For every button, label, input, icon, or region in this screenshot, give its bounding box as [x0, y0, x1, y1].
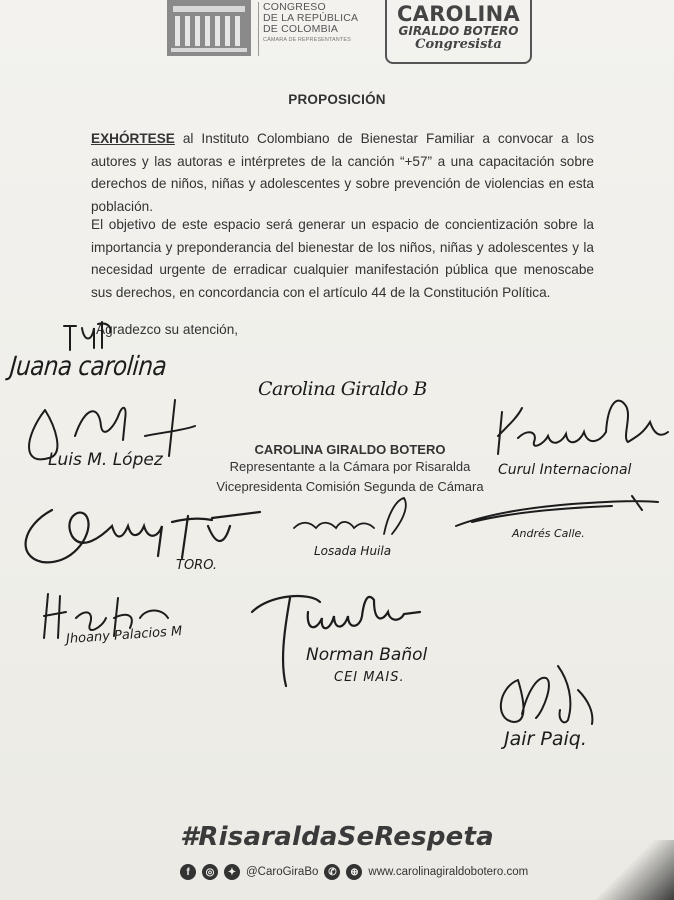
- website-text: www.carolinagiraldobotero.com: [368, 866, 529, 878]
- facebook-icon: f: [180, 864, 196, 880]
- twitter-icon: ✦: [224, 864, 240, 880]
- signature-lopez: Luis M. López: [48, 450, 163, 470]
- logo-divider: [258, 2, 259, 56]
- signature-carolina-giraldo: Carolina Giraldo B: [258, 378, 427, 400]
- signature-curul-internacional: Curul Internacional: [498, 462, 632, 478]
- photo-shadow: [554, 840, 674, 900]
- signature-juana-carolina: Juana carolina: [8, 352, 168, 382]
- congreso-subtitle: CÁMARA DE REPRESENTANTES: [263, 37, 351, 43]
- congreso-line: CONGRESO: [263, 1, 326, 13]
- congreso-logo: [165, 0, 375, 58]
- signature-cei-mais: CEI MAIS.: [334, 670, 405, 685]
- brand-name-line2: GIRALDO BOTERO: [398, 24, 519, 38]
- paragraph-objective: El objetivo de este espacio será generar un espacio de concientización sobre la importancia y preponderancia del bienestar de los niños, niñas y adolescentes y la necesidad urgente de erradicar cualquier manifestación pública que menoscabe sus derechos, en concordancia con el artículo 44 de la Constitución Política.: [91, 217, 594, 300]
- footer-contact: [180, 862, 528, 882]
- congreso-line: DE LA REPÚBLICA: [263, 12, 359, 24]
- signature-right-top-stroke: [488, 392, 672, 462]
- carolina-brand-logo: [385, 0, 532, 64]
- signature-toro: TORO.: [176, 558, 218, 573]
- capitol-icon: [165, 0, 253, 56]
- signer-role: Representante a la Cámara por Risaralda: [229, 459, 471, 474]
- paragraph-body: al Instituto Colombiano de Bienestar Familiar a convocar a los autores y las autoras e intérpretes de la canción “+57” a una capacitación sobre derechos de niños, niñas y adolescentes y sobre prevención de violencias en esta población.: [91, 131, 594, 214]
- congreso-line: DE COLOMBIA: [263, 23, 339, 35]
- signer-name: CAROLINA GIRALDO BOTERO: [254, 442, 446, 457]
- signature-losada-stroke: [292, 494, 416, 544]
- campaign-hashtag: #RisaraldaSeRespeta: [180, 822, 494, 852]
- brand-name-line1: CAROLINA: [396, 2, 521, 26]
- signer-commission: Vicepresidenta Comisión Segunda de Cámara: [216, 479, 484, 494]
- signature-norman-banol: Norman Bañol: [306, 645, 428, 665]
- whatsapp-icon: ✆: [324, 864, 340, 880]
- globe-icon: ⊕: [346, 864, 362, 880]
- signature-andres-calle: Andrés Calle.: [512, 527, 585, 540]
- signature-jair-paiq: Jair Paiq.: [504, 728, 587, 750]
- document-title: PROPOSICIÓN: [288, 92, 386, 107]
- paragraph-exhortese: [91, 128, 594, 218]
- social-handle: @CaroGiraBo: [246, 866, 319, 878]
- brand-role: Congresista: [415, 37, 502, 52]
- signature-jair-stroke: [488, 660, 608, 736]
- signature-jhoany-palacios: Jhoany Palacios M: [65, 623, 183, 648]
- paragraph-lead-word: EXHÓRTESE: [91, 131, 175, 146]
- instagram-icon: ◎: [202, 864, 218, 880]
- signature-losada-huila: Losada Huila: [314, 544, 392, 558]
- congreso-text: [263, 2, 375, 44]
- signature-toro-stroke: [12, 496, 262, 572]
- initials-scribble: [58, 318, 118, 354]
- closing-line: Agradezco su atención,: [96, 322, 239, 337]
